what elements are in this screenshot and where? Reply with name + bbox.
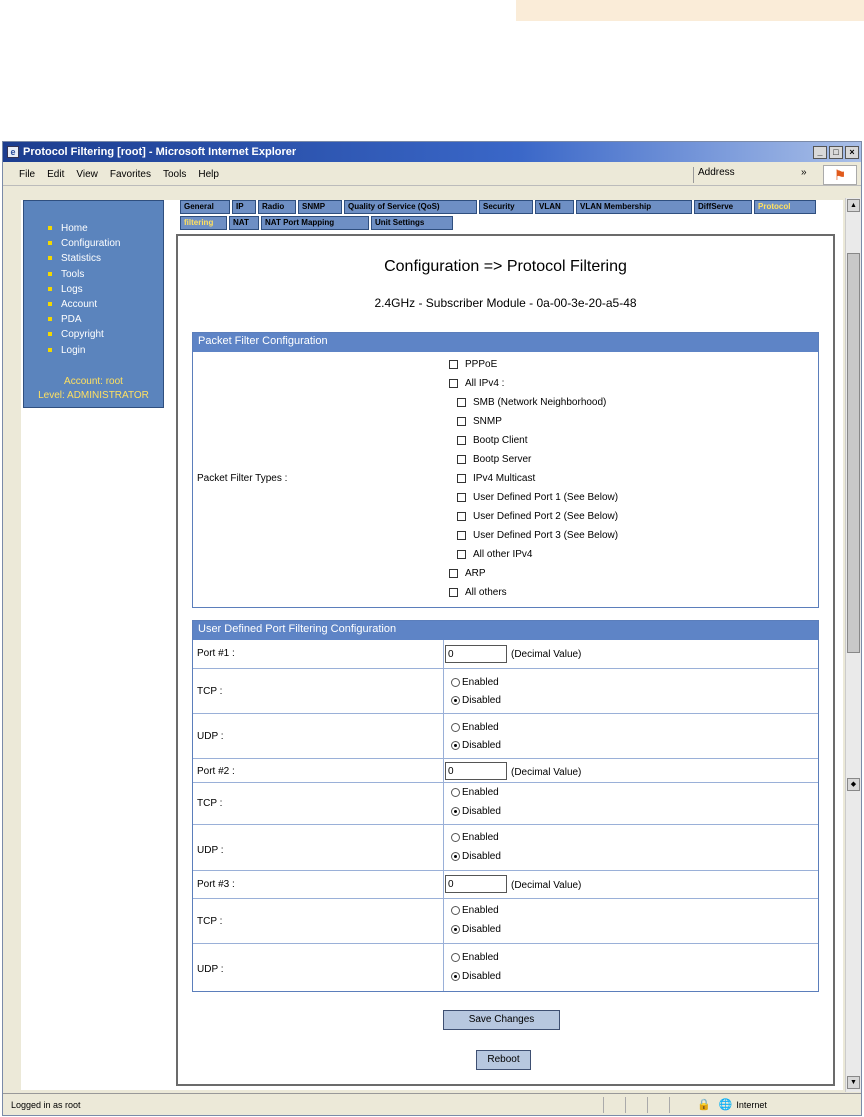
port-1-input[interactable] <box>445 645 507 663</box>
reboot-button[interactable]: Reboot <box>476 1050 531 1070</box>
tab-nat[interactable]: NAT <box>229 216 259 230</box>
menu-edit[interactable]: Edit <box>47 169 65 180</box>
scroll-up-arrow-icon[interactable]: ▲ <box>847 199 860 212</box>
tab-general[interactable]: General <box>180 200 230 214</box>
ie-icon: e <box>7 146 19 158</box>
top-highlight-band <box>516 0 864 21</box>
port-3-tcp-enabled-radio[interactable]: Enabled <box>451 905 499 916</box>
tab-vlan-membership[interactable]: VLAN Membership <box>576 200 692 214</box>
save-changes-button[interactable]: Save Changes <box>443 1010 560 1030</box>
filter-option-user-port-3[interactable]: User Defined Port 3 (See Below) <box>457 530 618 541</box>
tab-nat-port-mapping[interactable]: NAT Port Mapping <box>261 216 369 230</box>
nav-item-logs[interactable]: Logs <box>24 282 163 297</box>
port-2-udp-row <box>193 825 818 871</box>
user-port-section <box>192 620 819 992</box>
checkbox[interactable] <box>449 360 458 369</box>
checkbox[interactable] <box>457 455 466 464</box>
port-3-udp-label: UDP : <box>197 964 224 975</box>
scroll-thumb[interactable] <box>847 253 860 653</box>
windows-logo-icon: ⚑ <box>823 165 857 185</box>
port-2-label: Port #2 : <box>197 766 235 777</box>
security-zone: Internet <box>736 1099 767 1110</box>
port-3-tcp-disabled-radio[interactable]: Disabled <box>451 924 501 935</box>
maximize-button[interactable]: □ <box>829 146 843 159</box>
port-1-udp-disabled-radio[interactable]: Disabled <box>451 740 501 751</box>
filter-option-user-port-1[interactable]: User Defined Port 1 (See Below) <box>457 492 618 503</box>
packet-filter-types-label: Packet Filter Types : <box>197 473 288 484</box>
tab-protocol-filtering-cont[interactable]: filtering <box>180 216 227 230</box>
nav-item-home[interactable]: Home <box>24 221 163 236</box>
device-subtitle: 2.4GHz - Subscriber Module - 0a-00-3e-20-a5-48 <box>374 296 637 310</box>
tab-qos[interactable]: Quality of Service (QoS) <box>344 200 477 214</box>
minimize-button[interactable]: _ <box>813 146 827 159</box>
filter-option-bootp-client[interactable]: Bootp Client <box>457 435 527 446</box>
level-info: Level: ADMINISTRATOR <box>38 390 149 401</box>
filter-option-snmp[interactable]: SNMP <box>457 416 502 427</box>
checkbox[interactable] <box>457 417 466 426</box>
nav-item-login[interactable]: Login <box>24 343 163 358</box>
tab-security[interactable]: Security <box>479 200 533 214</box>
scroll-down-arrow-icon[interactable]: ▼ <box>847 1076 860 1089</box>
nav-item-configuration[interactable]: Configuration <box>24 236 163 251</box>
filter-option-ipv4-multicast[interactable]: IPv4 Multicast <box>457 473 535 484</box>
toolbar-chevron[interactable]: » <box>801 167 807 178</box>
checkbox[interactable] <box>449 569 458 578</box>
browser-window <box>2 141 862 1116</box>
decimal-hint: (Decimal Value) <box>511 880 582 891</box>
checkbox[interactable] <box>457 512 466 521</box>
nav-item-account[interactable]: Account <box>24 297 163 312</box>
port-2-udp-disabled-radio[interactable]: Disabled <box>451 851 501 862</box>
page-viewport <box>21 200 843 1090</box>
port-3-tcp-label: TCP : <box>197 916 223 927</box>
filter-option-all-other-ipv4[interactable]: All other IPv4 <box>457 549 532 560</box>
port-1-tcp-row <box>193 669 818 714</box>
filter-option-smb[interactable]: SMB (Network Neighborhood) <box>457 397 606 408</box>
port-3-udp-enabled-radio[interactable]: Enabled <box>451 952 499 963</box>
checkbox[interactable] <box>457 436 466 445</box>
port-1-udp-label: UDP : <box>197 731 224 742</box>
port-1-row <box>193 640 818 669</box>
menu-favorites[interactable]: Favorites <box>109 169 151 180</box>
filter-option-bootp-server[interactable]: Bootp Server <box>457 454 531 465</box>
close-button[interactable]: × <box>845 146 859 159</box>
config-tabs <box>180 200 834 234</box>
tab-radio[interactable]: Radio <box>258 200 296 214</box>
status-text: Logged in as root <box>11 1099 81 1110</box>
checkbox[interactable] <box>449 588 458 597</box>
port-1-udp-row <box>193 714 818 759</box>
tab-ip[interactable]: IP <box>232 200 256 214</box>
port-2-udp-enabled-radio[interactable]: Enabled <box>451 832 499 843</box>
packet-filter-header: Packet Filter Configuration <box>193 333 818 352</box>
port-2-tcp-disabled-radio[interactable]: Disabled <box>451 806 501 817</box>
filter-option-user-port-2[interactable]: User Defined Port 2 (See Below) <box>457 511 618 522</box>
port-1-tcp-disabled-radio[interactable]: Disabled <box>451 695 501 706</box>
decimal-hint: (Decimal Value) <box>511 649 582 660</box>
status-bar <box>3 1093 861 1115</box>
menu-help[interactable]: Help <box>198 169 219 180</box>
account-info: Account: root <box>64 376 123 387</box>
tab-snmp[interactable]: SNMP <box>298 200 342 214</box>
nav-item-tools[interactable]: Tools <box>24 267 163 282</box>
filter-option-pppoe[interactable]: PPPoE <box>449 359 497 370</box>
packet-filter-section <box>192 332 819 608</box>
port-3-udp-row <box>193 944 818 991</box>
port-3-label: Port #3 : <box>197 879 235 890</box>
scroll-position-marker[interactable]: ◆ <box>847 778 860 791</box>
checkbox[interactable] <box>457 550 466 559</box>
nav-item-pda[interactable]: PDA <box>24 312 163 327</box>
filter-option-arp[interactable]: ARP <box>449 568 486 579</box>
side-nav <box>23 200 164 408</box>
port-1-tcp-enabled-radio[interactable]: Enabled <box>451 677 499 688</box>
nav-item-copyright[interactable]: Copyright <box>24 327 163 342</box>
address-label[interactable]: Address <box>693 167 739 183</box>
filter-option-all-ipv4[interactable]: All IPv4 : <box>449 378 504 389</box>
port-1-tcp-label: TCP : <box>197 686 223 697</box>
menu-view[interactable]: View <box>76 169 98 180</box>
checkbox[interactable] <box>457 474 466 483</box>
user-port-header: User Defined Port Filtering Configuration <box>193 621 818 640</box>
globe-icon: 🌐 <box>718 1099 733 1111</box>
port-2-row <box>193 759 818 783</box>
title-bar <box>3 142 861 162</box>
port-1-udp-enabled-radio[interactable]: Enabled <box>451 722 499 733</box>
port-2-tcp-row <box>193 783 818 825</box>
filter-option-all-others[interactable]: All others <box>449 587 507 598</box>
port-3-row <box>193 871 818 899</box>
port-1-label: Port #1 : <box>197 648 235 659</box>
tab-diffserve[interactable]: DiffServe <box>694 200 752 214</box>
port-2-input[interactable] <box>445 762 507 780</box>
window-title: Protocol Filtering [root] - Microsoft Internet Explorer <box>23 146 297 158</box>
main-panel <box>176 234 835 1086</box>
menu-tools[interactable]: Tools <box>162 169 187 180</box>
nav-item-statistics[interactable]: Statistics <box>24 251 163 266</box>
lock-icon: 🔒 <box>697 1099 711 1111</box>
menu-file[interactable]: File <box>19 169 36 180</box>
port-3-udp-disabled-radio[interactable]: Disabled <box>451 971 501 982</box>
checkbox[interactable] <box>457 493 466 502</box>
port-3-input[interactable] <box>445 875 507 893</box>
tab-vlan[interactable]: VLAN <box>535 200 574 214</box>
page-title: Configuration => Protocol Filtering <box>384 258 627 275</box>
decimal-hint: (Decimal Value) <box>511 767 582 778</box>
tab-protocol-filtering[interactable]: Protocol <box>754 200 816 214</box>
menu-bar <box>3 164 861 186</box>
checkbox[interactable] <box>449 379 458 388</box>
tab-unit-settings[interactable]: Unit Settings <box>371 216 453 230</box>
checkbox[interactable] <box>457 531 466 540</box>
port-3-tcp-row <box>193 899 818 944</box>
port-2-tcp-enabled-radio[interactable]: Enabled <box>451 787 499 798</box>
checkbox[interactable] <box>457 398 466 407</box>
port-2-udp-label: UDP : <box>197 845 224 856</box>
port-2-tcp-label: TCP : <box>197 798 223 809</box>
vertical-scrollbar[interactable] <box>845 198 861 1092</box>
